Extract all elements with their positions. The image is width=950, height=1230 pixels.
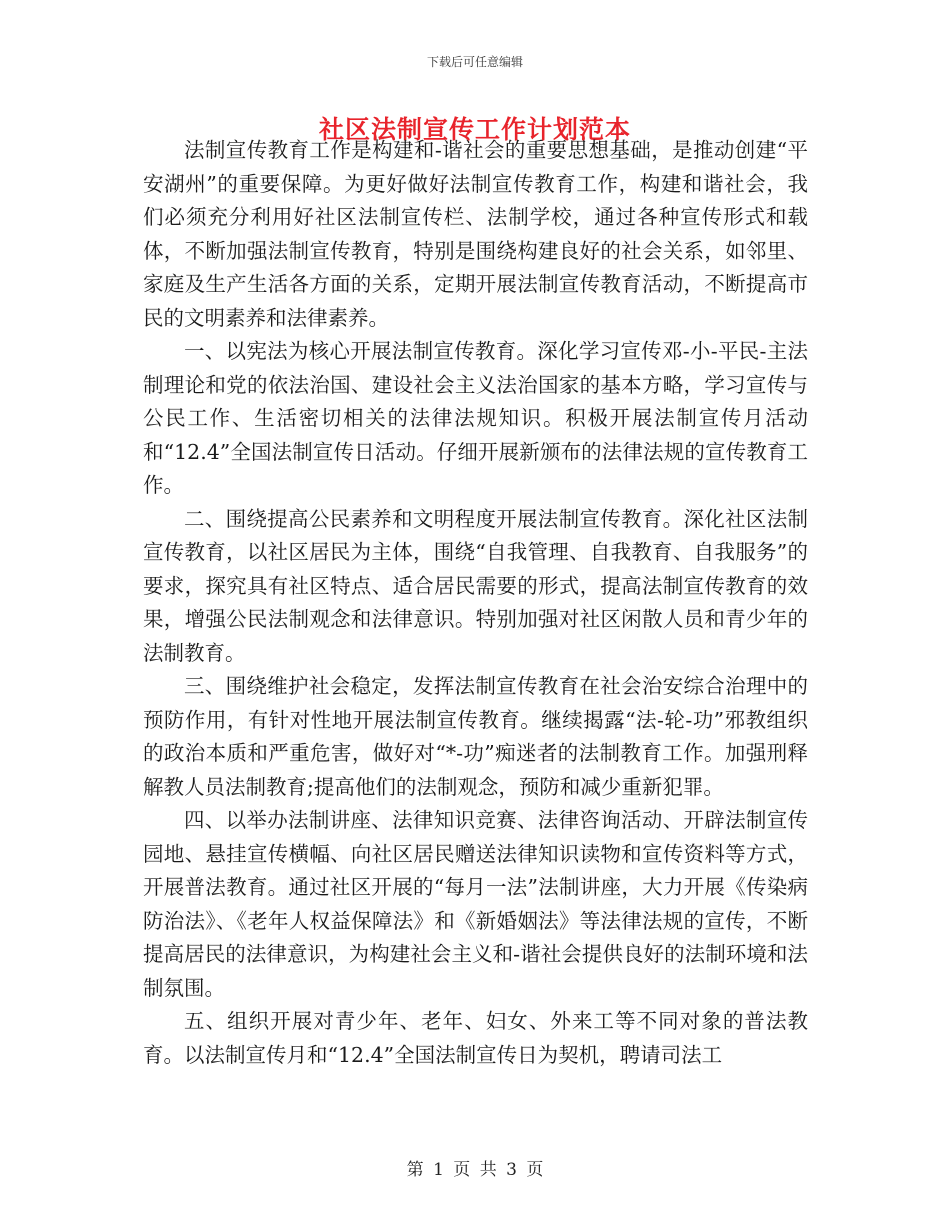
document-body: [143, 134, 808, 1072]
paragraph-section-2: 二、围绕提高公民素养和文明程度开展法制宣传教育。深化社区法制宣传教育，以社区居民为主体，围绕“自我管理、自我教育、自我服务”的要求，探究具有社区特点、适合居民需要的形式，提高法制宣传教育的效果，增强公民法制观念和法律意识。特别加强对社区闲散人员和青少年的法制教育。: [143, 506, 808, 665]
document-title: 社区法制宣传工作计划范本: [318, 115, 631, 144]
page-header-note: 下载后可任意编辑: [426, 55, 523, 69]
paragraph-section-1: 一、以宪法为核心开展法制宣传教育。深化学习宣传邓-小-平民-主法制理论和党的依法治国、建设社会主义法治国家的基本方略，学习宣传与公民工作、生活密切相关的法律法规知识。积极开展法制宣传月活动和“12.4”全国法制宣传日活动。仔细开展新颁布的法律法规的宣传教育工作。: [143, 339, 808, 497]
paragraph-section-5: 五、组织开展对青少年、老年、妇女、外来工等不同对象的普法教育。以法制宣传月和“12.4”全国法制宣传日为契机，聘请司法工: [143, 1009, 808, 1067]
paragraph-intro: 法制宣传教育工作是构建和-谐社会的重要思想基础，是推动创建“平安湖州”的重要保障。为更好做好法制宣传教育工作，构建和谐社会，我们必须充分利用好社区法制宣传栏、法制学校，通过各种宣传形式和载体，不断加强法制宣传教育，特别是围绕构建良好的社会关系，如邻里、家庭及生产生活各方面的关系，定期开展法制宣传教育活动，不断提高市民的文明素养和法律素养。: [143, 138, 808, 330]
page-number: 第 1 页 共 3 页: [406, 1160, 544, 1180]
paragraph-section-4: 四、以举办法制讲座、法律知识竞赛、法律咨询活动、开辟法制宣传园地、悬挂宣传横幅、向社区居民赠送法律知识读物和宣传资料等方式，开展普法教育。通过社区开展的“每月一法”法制讲座，大力开展《传染病防治法》、《老年人权益保障法》和《新婚姻法》等法律法规的宣传，不断提高居民的法律意识，为构建社会主义和-谐社会提供良好的法制环境和法制氛围。: [143, 808, 808, 1000]
paragraph-section-3: 三、围绕维护社会稳定，发挥法制宣传教育在社会治安综合治理中的预防作用，有针对性地开展法制宣传教育。继续揭露“法-轮-功”邪教组织的政治本质和严重危害，做好对“*-功”痴迷者的法制教育工作。加强刑释解教人员法制教育;提高他们的法制观念，预防和减少重新犯罪。: [143, 674, 808, 799]
